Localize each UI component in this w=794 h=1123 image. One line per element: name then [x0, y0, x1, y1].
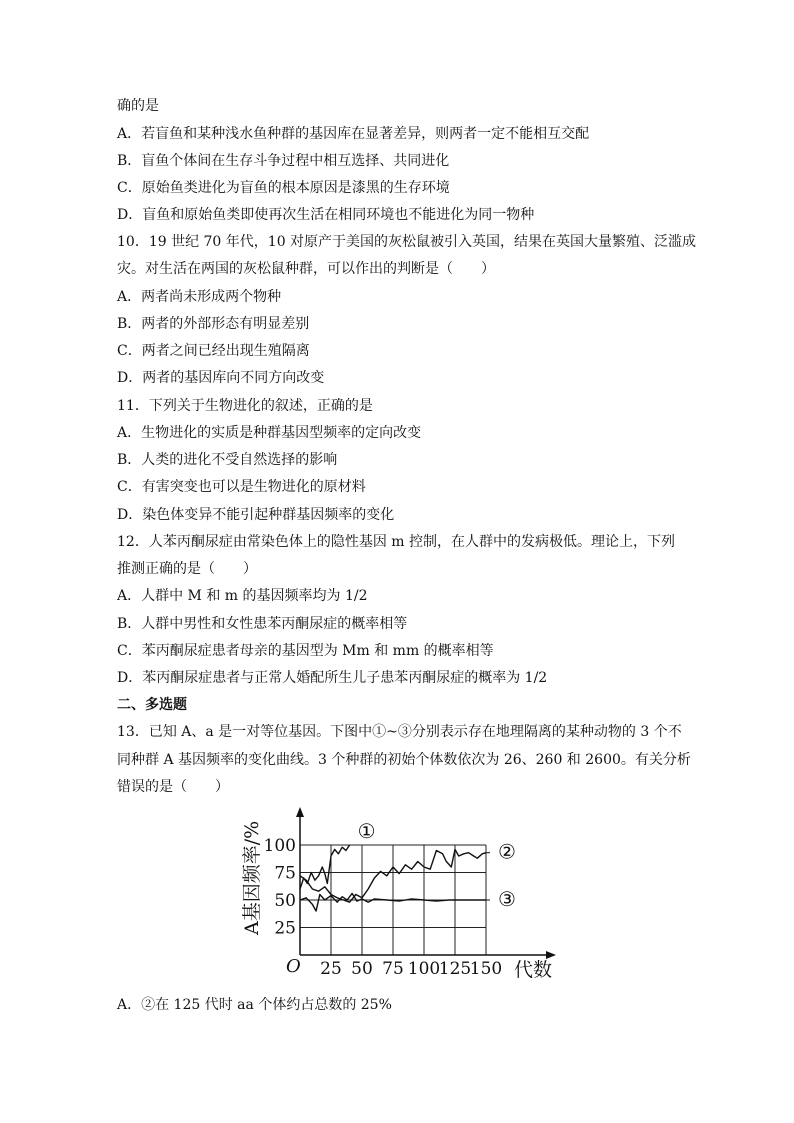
- text-line: A．②在 125 代时 aa 个体约占总数的 25%: [117, 997, 392, 1013]
- text-line: 二、多选题: [117, 697, 187, 713]
- y-tick-label: 50: [274, 891, 296, 911]
- text-line: B．人群中男性和女性患苯丙酮尿症的概率相等: [117, 616, 408, 632]
- x-tick-label: 75: [382, 959, 404, 979]
- text-line: B．两者的外部形态有明显差别: [117, 316, 310, 332]
- text-line: 同种群 A 基因频率的变化曲线。3 个种群的初始个体数依次为 26、260 和 2600。有关分析: [117, 752, 691, 768]
- text-line: A．两者尚未形成两个物种: [117, 289, 282, 305]
- text-line: A．若盲鱼和某种浅水鱼种群的基因库在显著差异，则两者一定不能相互交配: [117, 126, 590, 142]
- chart-axes: [296, 807, 556, 959]
- text-line: B．盲鱼个体间在生存斗争过程中相互选择、共同进化: [117, 153, 450, 169]
- text-line: A．生物进化的实质是种群基因型频率的定向改变: [117, 425, 422, 441]
- text-line: 13．已知 A、a 是一对等位基因。下图中①~③分别表示存在地理隔离的某种动物的 3 个不: [117, 724, 682, 740]
- y-tick-label: 75: [274, 863, 296, 884]
- x-axis-arrow-icon: [546, 951, 556, 959]
- text-line: 确的是: [117, 98, 159, 114]
- x-tick-label: 100: [407, 959, 441, 979]
- y-axis-arrow-icon: [296, 807, 304, 817]
- text-line: C．原始鱼类进化为盲鱼的根本原因是漆黑的生存环境: [117, 180, 450, 196]
- x-axis-label: 代数: [514, 959, 553, 981]
- text-line: D．两者的基因库向不同方向改变: [117, 370, 325, 386]
- text-line: C．苯丙酮尿症患者母亲的基因型为 Mm 和 mm 的概率相等: [117, 643, 494, 659]
- text-line: D．染色体变异不能引起种群基因频率的变化: [117, 507, 395, 523]
- series-label: ②: [498, 839, 516, 864]
- gene-frequency-chart: [230, 800, 570, 990]
- text-line: 10．19 世纪 70 年代，10 对原产于美国的灰松鼠被引入英国，结果在英国大量繁殖、泛滥成: [117, 234, 697, 250]
- text-line: 错误的是（ ）: [117, 779, 229, 795]
- series-label: ③: [498, 887, 516, 911]
- text-line: D．苯丙酮尿症患者与正常人婚配所生儿子患苯丙酮尿症的概率为 1/2: [117, 670, 548, 686]
- origin-label: O: [286, 956, 301, 977]
- x-tick-label: 125: [438, 959, 472, 979]
- y-tick-label: 25: [274, 918, 296, 939]
- text-line: C．有害突变也可以是生物进化的原材料: [117, 479, 366, 495]
- series-label: ①: [357, 819, 376, 843]
- text-line: 推测正确的是（ ）: [117, 561, 257, 577]
- y-axis-label: A基因频率/%: [241, 820, 263, 935]
- text-line: A．人群中 M 和 m 的基因频率均为 1/2: [117, 588, 368, 604]
- text-line: C．两者之间已经出现生殖隔离: [117, 343, 310, 359]
- x-tick-label: 25: [320, 959, 342, 979]
- text-line: 灾。对生活在两国的灰松鼠种群，可以作出的判断是（ ）: [117, 261, 495, 277]
- text-line: 11．下列关于生物进化的叙述，正确的是: [117, 398, 373, 414]
- text-line: B．人类的进化不受自然选择的影响: [117, 452, 338, 468]
- text-line: 12．人苯丙酮尿症由常染色体上的隐性基因 m 控制，在人群中的发病极低。理论上，下列: [117, 534, 675, 550]
- y-tick-label: 100: [263, 836, 296, 856]
- text-line: D．盲鱼和原始鱼类即使再次生活在相同环境也不能进化为同一物种: [117, 207, 535, 223]
- x-tick-label: 150: [469, 959, 503, 979]
- x-tick-label: 50: [351, 959, 373, 979]
